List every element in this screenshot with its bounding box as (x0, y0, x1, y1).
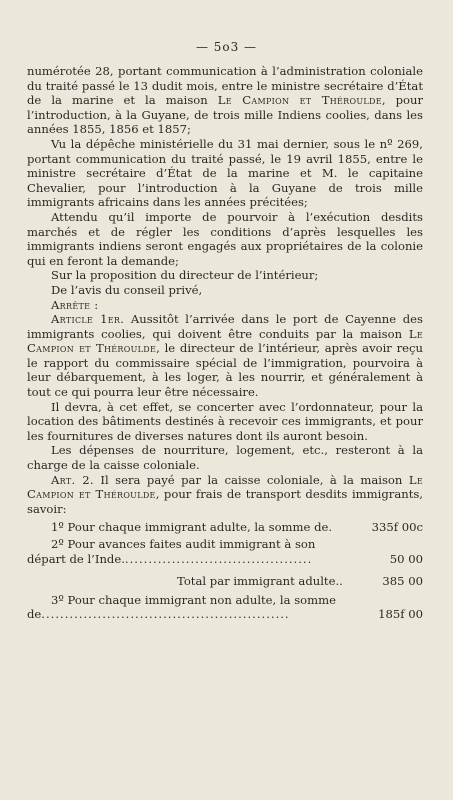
amount: 385 00 (382, 574, 423, 589)
paragraph: Vu la dépêche ministérielle du 31 mai dernier, sous le nº 269, portant communication du traité passé, le 19 avril 1855, entre le ministre secrétaire d’État de la marine et M. le capitaine Chevalier, pour l’introduction à la Guyane de trois mille immigrants africains dans les années précitées; (27, 136, 423, 210)
paragraph: Il devra, à cet effet, se concerter avec l’ordonnateur, pour la location des bâtiments destinés à recevoir ces immigrants, et pour les fournitures de diverses natures dont ils auront besoin. (27, 399, 423, 443)
amount: 185f 00 (378, 607, 423, 622)
firm-name: Le Campion et Théroulde (217, 93, 382, 108)
paragraph: Les dépenses de nourriture, logement, etc., resteront à la charge de la caisse coloniale. (27, 443, 423, 473)
firm-name: Le Campion et Théroulde (27, 472, 423, 502)
paragraph: Attendu qu’il importe de pourvoir à l’exécution desdits marchés et de régler les conditions d’après lesquelles les immigrants indiens seront engagés aux propriétaires de la colonie qui en feront la demande; (27, 209, 423, 268)
paragraph: Sur la proposition du directeur de l’intérieur; (51, 268, 319, 283)
payment-item-3: 3º Pour chaque immigrant non adulte, la somme de..................................................... 185f 00 (27, 592, 423, 622)
article-label: Article 1er. (51, 312, 125, 327)
page-body (27, 64, 423, 622)
payment-total: Total par immigrant adulte.. 385 00 (177, 574, 423, 589)
page-number: — 5o3 — (195, 40, 258, 54)
amount: 50 00 (389, 551, 423, 566)
paragraph: numérotée 28, portant communication à l’administration coloniale du traité passé le 13 dudit mois, entre le ministre secrétaire d’État de la marine et la maison Le Campion et Théroulde, pour l’introduction, à la Guyane, de trois mille Indiens coolies, dans les années 1855, 1856 et 1857; (27, 64, 423, 137)
payment-item-2: 2º Pour avances faites audit immigrant à son départ de l’Inde......................................... 50 00 (27, 537, 423, 566)
amount: 335f 00c (371, 520, 423, 535)
paragraph: De l’avis du conseil privé, (51, 282, 203, 297)
firm-name: Le Campion et Théroulde (27, 326, 423, 356)
article-1: Article 1er. Aussitôt l’arrivée dans le port de Cayenne des immigrants coolies, qui doivent être conduits par la maison Le Campion et Théroulde, le directeur de l’intérieur, après avoir reçu le rapport du commissaire spécial de l’immigration, pourvoira à leur débarquement, à les loger, à les nourrir, et généralement à tout ce qui pourra leur être nécessaire. (27, 312, 423, 400)
payment-item-1: 1º Pour chaque immigrant adulte, la somme de. 335f 00c (51, 520, 423, 535)
arrete-heading: Arrête : (51, 297, 99, 312)
article-2: Art. 2. Il sera payé par la caisse coloniale, à la maison Le Campion et Théroulde, pour frais de transport desdits immigrants, savoir: (27, 472, 423, 516)
article-label: Art. 2. (51, 472, 94, 487)
